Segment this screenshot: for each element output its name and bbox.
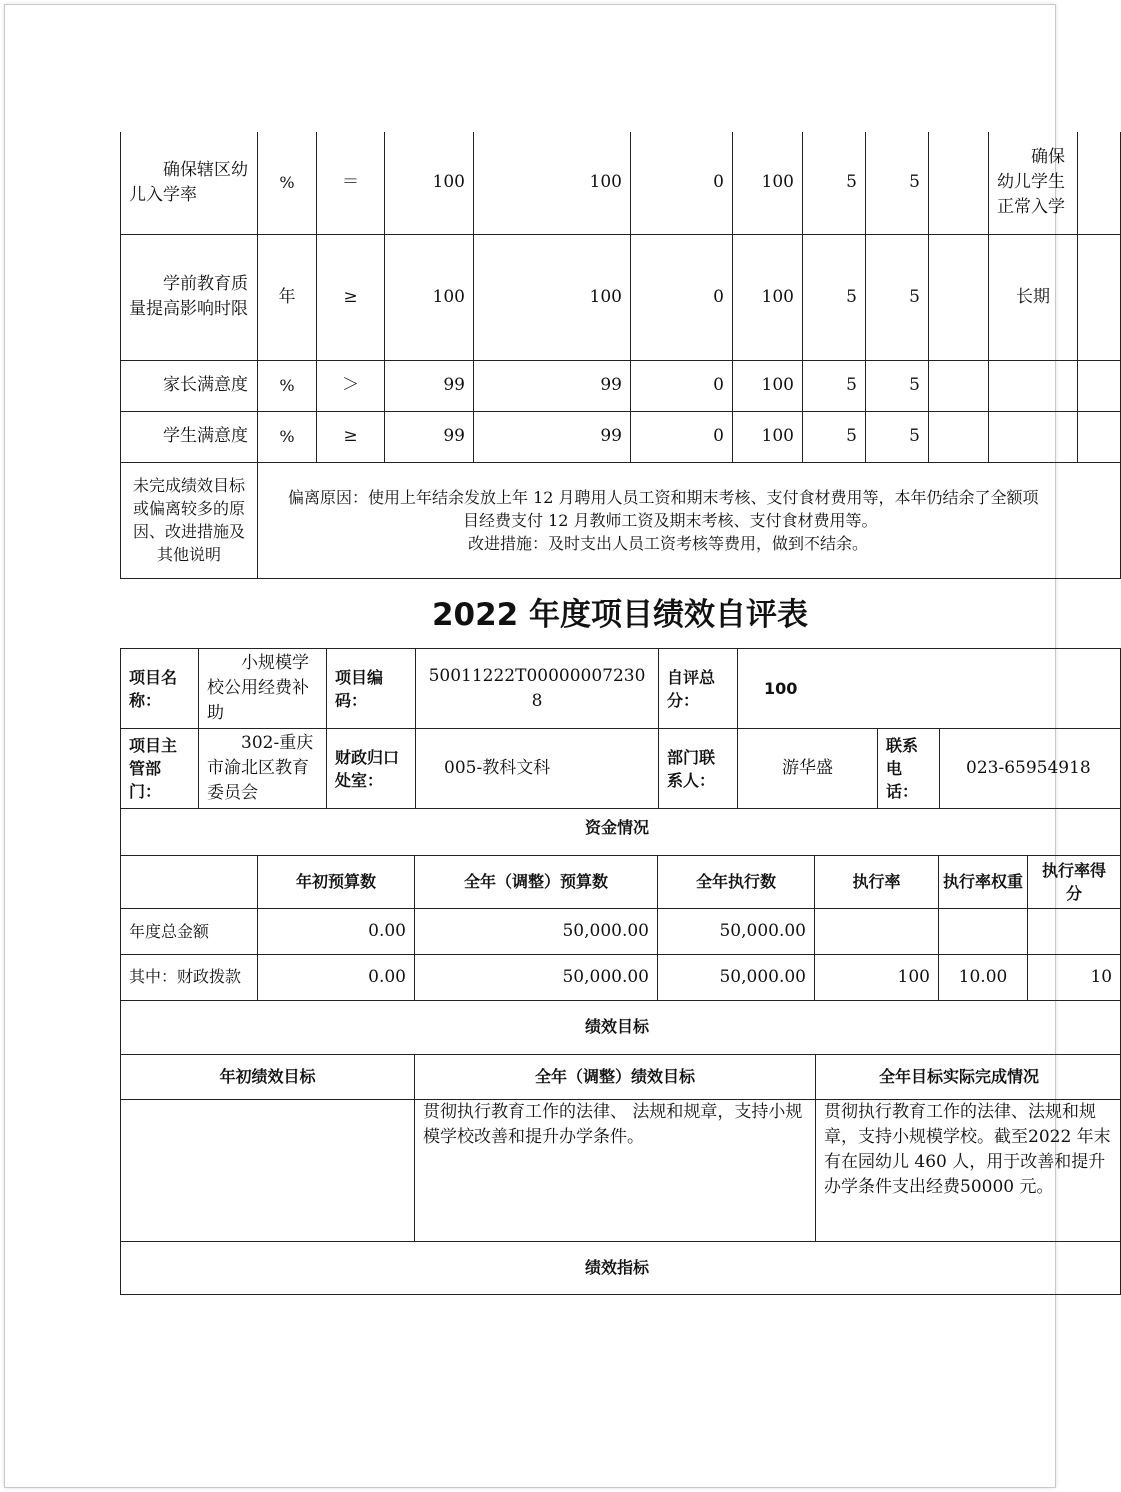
goals-actual: 贯彻执行教育工作的法律、法规和规章，支持小规模学校。截至2022 年末有在园幼儿 460 人，用于改善和提升办学条件支出经费50000 元。 [816, 1099, 1121, 1241]
goals-adjusted: 贯彻执行教育工作的法律、 法规和规章，支持小规模学校改善和提升办学条件。 [415, 1099, 816, 1241]
project-code: 50011222T000000072308 [416, 649, 659, 729]
phone-value: 023-65954918 [940, 729, 1121, 809]
deviation-reason-row [121, 462, 1121, 578]
funds-header: 执行率得分 [1028, 855, 1121, 908]
dept-value: 302-重庆市渝北区教育委员会 [199, 729, 327, 809]
indicator-operator: ≥ [317, 411, 385, 462]
improvement-measure-line: 改进措施：及时支出人员工资考核等费用，做到不结余。 [468, 533, 869, 553]
indicator-rate: 100 [733, 360, 803, 411]
indicator-actual: 100 [474, 132, 631, 234]
indicator-note: 确保幼儿学生正常入学 [989, 132, 1078, 234]
indicator-score: 5 [866, 132, 929, 234]
indicator-name: 家长满意度 [121, 360, 258, 411]
funds-rate: 100 [815, 954, 939, 1000]
deviation-reason-content [258, 462, 1121, 578]
funds-table [120, 801, 1121, 1001]
funds-section-title: 资金情况 [121, 801, 1121, 855]
indicator-rate: 100 [733, 234, 803, 360]
indicator-deviation: 0 [631, 234, 733, 360]
funds-adjusted: 50,000.00 [415, 954, 658, 1000]
funds-row-label: 其中：财政拨款 [121, 954, 258, 1000]
indicator-table-continued [120, 132, 1121, 579]
funds-weight: 10.00 [939, 954, 1028, 1000]
indicator-rate: 100 [733, 411, 803, 462]
indicator-actual: 100 [474, 234, 631, 360]
indicator-rate: 100 [733, 132, 803, 234]
deviation-reason-label: 未完成绩效目标或偏离较多的原因、改进措施及其他说明 [121, 462, 258, 578]
funds-initial: 0.00 [258, 954, 415, 1000]
funds-row-label: 年度总金额 [121, 908, 258, 954]
indicator-operator: ≥ [317, 234, 385, 360]
indicator-row [121, 360, 1121, 411]
funds-section-row [121, 801, 1121, 855]
indicators-section-row [121, 1241, 1121, 1294]
goals-content-row [121, 1099, 1121, 1241]
indicator-deviation: 0 [631, 132, 733, 234]
contact-label: 部门联系人： [659, 729, 738, 809]
deviation-reason-line: 偏离原因：使用上年结余发放上年 12 月聘用人员工资和期末考核、支付食材费用等，本年仍结余了全额项 [288, 487, 1039, 507]
indicator-weight: 5 [803, 234, 866, 360]
funds-header: 全年（调整）预算数 [415, 855, 658, 908]
project-code-label: 项目编码： [327, 649, 416, 729]
indicator-remark [929, 411, 989, 462]
self-score-label: 自评总分： [659, 649, 738, 729]
indicator-target: 100 [385, 234, 474, 360]
goals-section-title: 绩效目标 [121, 1000, 1121, 1054]
deviation-reason-line: 目经费支付 12 月教师工资及期末考核、支付食材费用等。 [463, 510, 878, 530]
funds-header: 年初预算数 [258, 855, 415, 908]
self-score-value: 100 [738, 649, 1121, 729]
contact-value: 游华盛 [738, 729, 878, 809]
indicator-unit: % [258, 411, 317, 462]
indicator-row [121, 234, 1121, 360]
indicators-section-title: 绩效指标 [121, 1241, 1121, 1294]
indicator-note [989, 411, 1078, 462]
project-info-table [120, 648, 1121, 809]
funds-header-row [121, 855, 1121, 908]
indicator-note [989, 360, 1078, 411]
indicator-row [121, 132, 1121, 234]
office-value: 005-教科文科 [416, 729, 659, 809]
funds-header: 全年执行数 [658, 855, 815, 908]
funds-executed: 50,000.00 [658, 954, 815, 1000]
goals-table [120, 1000, 1121, 1295]
funds-adjusted: 50,000.00 [415, 908, 658, 954]
indicator-actual: 99 [474, 360, 631, 411]
funds-executed: 50,000.00 [658, 908, 815, 954]
indicator-remark [929, 360, 989, 411]
dept-label: 项目主管部门： [121, 729, 199, 809]
funds-header: 执行率权重 [939, 855, 1028, 908]
indicator-name: 学前教育质量提高影响时限 [121, 234, 258, 360]
funds-initial: 0.00 [258, 908, 415, 954]
indicator-weight: 5 [803, 411, 866, 462]
funds-weight [939, 908, 1028, 954]
goals-header-actual: 全年目标实际完成情况 [816, 1054, 1121, 1099]
indicator-remark [929, 132, 989, 234]
indicator-target: 100 [385, 132, 474, 234]
indicator-weight: 5 [803, 360, 866, 411]
project-info-row [121, 649, 1121, 729]
indicator-score: 5 [866, 411, 929, 462]
funds-rate [815, 908, 939, 954]
funds-score [1028, 908, 1121, 954]
goals-header-row [121, 1054, 1121, 1099]
indicator-unit: % [258, 132, 317, 234]
funds-score: 10 [1028, 954, 1121, 1000]
indicator-weight: 5 [803, 132, 866, 234]
indicator-row [121, 411, 1121, 462]
funds-header: 执行率 [815, 855, 939, 908]
indicator-deviation: 0 [631, 360, 733, 411]
indicator-target: 99 [385, 411, 474, 462]
office-label: 财政归口处室： [327, 729, 416, 809]
goals-initial [121, 1099, 415, 1241]
goals-header-adjusted: 全年（调整）绩效目标 [415, 1054, 816, 1099]
indicator-name: 学生满意度 [121, 411, 258, 462]
indicator-note: 长期 [989, 234, 1078, 360]
project-name: 小规模学校公用经费补助 [199, 649, 327, 729]
funds-row [121, 954, 1121, 1000]
indicator-score: 5 [866, 234, 929, 360]
indicator-deviation: 0 [631, 411, 733, 462]
project-name-label: 项目名称： [121, 649, 199, 729]
funds-row [121, 908, 1121, 954]
indicator-target: 99 [385, 360, 474, 411]
goals-section-row [121, 1000, 1121, 1054]
project-info-row [121, 729, 1121, 809]
phone-label: 联系电话： [878, 729, 940, 809]
indicator-score: 5 [866, 360, 929, 411]
indicator-unit: % [258, 360, 317, 411]
indicator-remark [929, 234, 989, 360]
indicator-operator: ＞ [317, 360, 385, 411]
indicator-name: 确保辖区幼儿入学率 [121, 132, 258, 234]
indicator-operator: ＝ [317, 132, 385, 234]
indicator-actual: 99 [474, 411, 631, 462]
goals-header-initial: 年初绩效目标 [121, 1054, 415, 1099]
indicator-unit: 年 [258, 234, 317, 360]
page-title: 2022 年度项目绩效自评表 [431, 597, 809, 633]
